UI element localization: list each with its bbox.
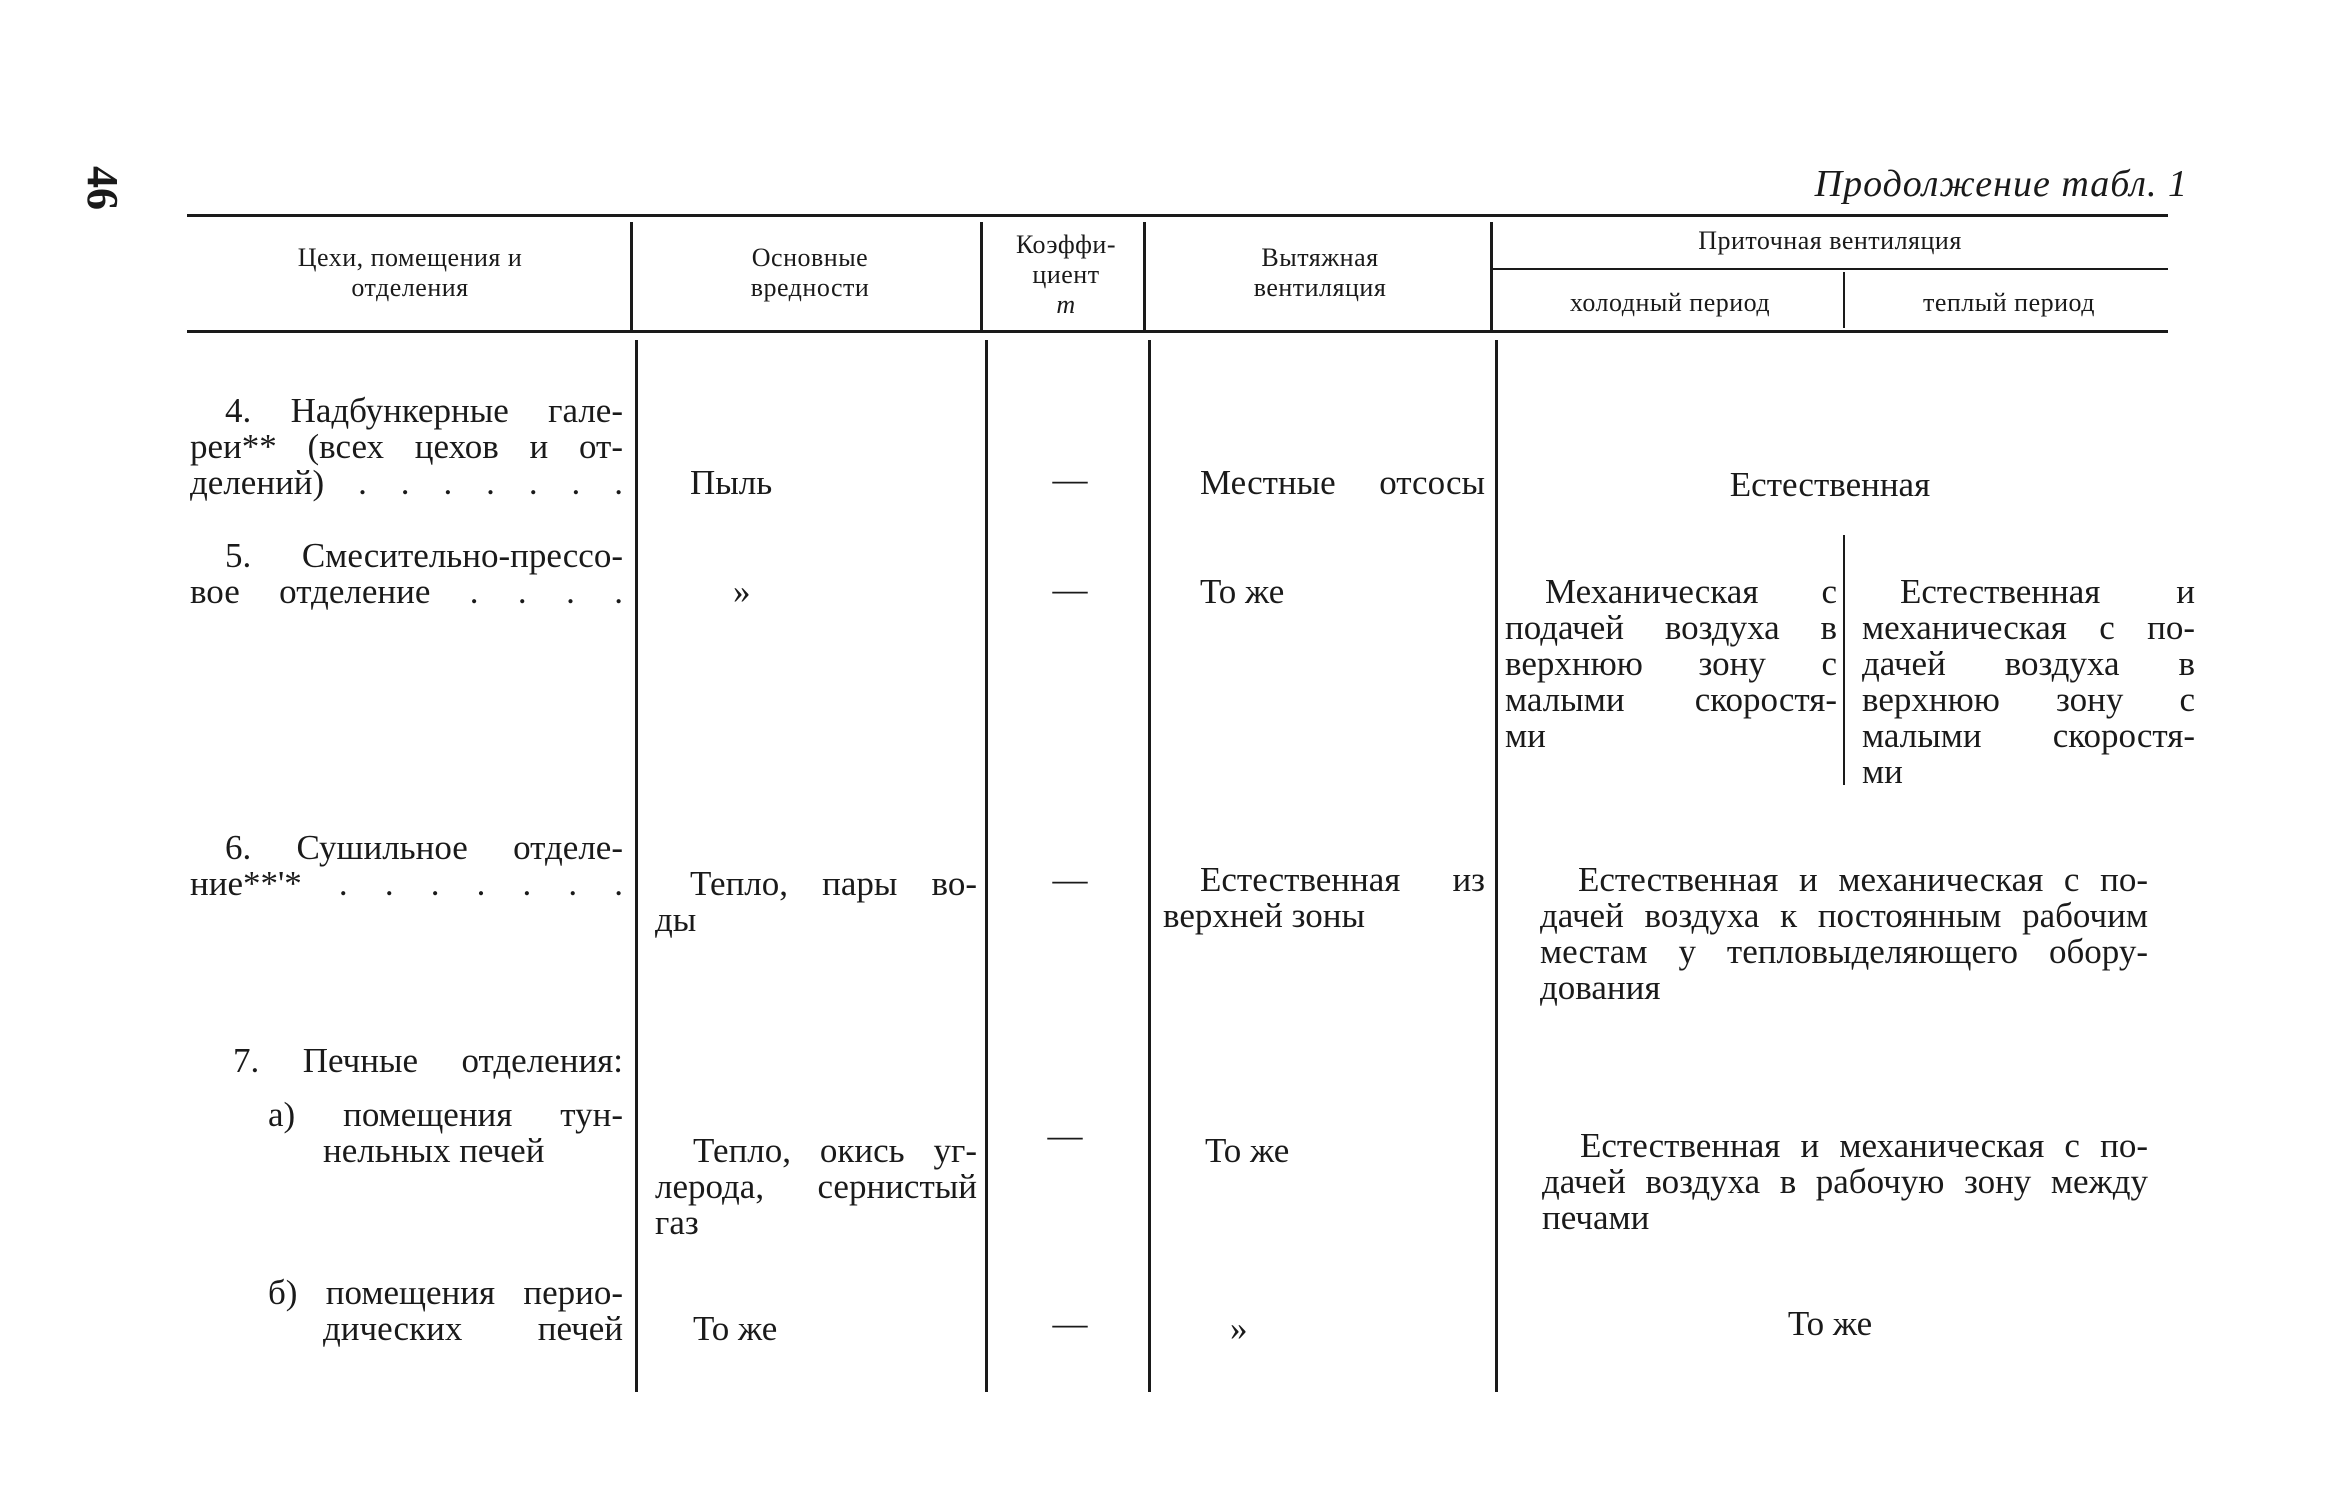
row5-warm-line5: малыми скоростя- (1862, 716, 2195, 755)
row7a-name-line1: а) помещения тун- (268, 1095, 623, 1134)
row5-warm-line4: верхнюю зону с (1862, 680, 2195, 719)
row6-hazard-line2: ды (655, 900, 697, 939)
header-col-hazards: Основные вредности (750, 243, 870, 302)
row5-cold-line5: ми (1505, 716, 1546, 755)
row4-name-line3: делений) . . . . . . . (190, 463, 623, 502)
row7b-hazard: То же (693, 1309, 778, 1348)
row7-name: 7. Печные отделения: (233, 1041, 623, 1080)
row5-cold-line3: верхнюю зону с (1505, 644, 1837, 683)
row4-hazard: Пыль (690, 463, 773, 502)
row4-name-line2: реи** (всех цехов и от- (190, 427, 623, 466)
body-divider-2 (985, 340, 988, 1392)
row6-coefficient: — (1052, 860, 1088, 899)
row7b-coefficient: — (1052, 1304, 1088, 1343)
header-col-coefficient-l2: циент (1032, 260, 1100, 289)
row6-supply-line1: Естественная и механическая с по- (1578, 860, 2148, 899)
header-col-supply-cold: холодный период (1569, 288, 1771, 317)
row7b-exhaust: » (1230, 1309, 1248, 1348)
table-continuation-caption: Продолжение табл. 1 (1814, 163, 2188, 205)
header-divider-4 (1490, 222, 1493, 330)
row5-hazard: » (733, 572, 751, 611)
row5-name-line2: вое отделение . . . . (190, 572, 623, 611)
row4-supply: Естественная (1729, 465, 1931, 504)
row5-warm-line3: дачей воздуха в (1862, 644, 2195, 683)
row5-warm-line2: механическая с по- (1862, 608, 2195, 647)
header-divider-1 (630, 222, 633, 330)
page-number: 46 (78, 166, 127, 210)
row7b-name-line2: дических печей (323, 1309, 623, 1348)
row7b-name-line1: б) помещения перио- (268, 1273, 623, 1312)
row5-cold-line1: Механическая с (1545, 572, 1837, 611)
header-col-coefficient-l3: m (1056, 290, 1076, 319)
row7a-hazard-line3: газ (655, 1203, 699, 1242)
row5-warm-line1: Естественная и (1900, 572, 2195, 611)
row6-name-line2: ние**'* . . . . . . . (190, 864, 623, 903)
header-divider-2 (980, 222, 983, 330)
header-col-coefficient-l1: Коэффи- (1016, 230, 1116, 259)
row6-supply-line4: дования (1540, 968, 1661, 1007)
body-divider-4 (1495, 340, 1498, 1392)
header-col-supply: Приточная вентиляция (1698, 226, 1962, 255)
supply-subheader-rule (1493, 268, 2168, 270)
row5-name-line1: 5. Смесительно-прессо- (225, 536, 623, 575)
row4-exhaust: Местные отсосы (1200, 463, 1485, 502)
row5-cold-line2: подачей воздуха в (1505, 608, 1837, 647)
table-top-rule (187, 214, 2168, 217)
row4-coefficient: — (1052, 460, 1088, 499)
row5-exhaust: То же (1200, 572, 1285, 611)
row6-exhaust-line2: верхней зоны (1163, 896, 1365, 935)
body-divider-1 (635, 340, 638, 1392)
header-bottom-rule (187, 330, 2168, 333)
row7a-supply-line1: Естественная и механическая с по- (1580, 1126, 2148, 1165)
row7a-hazard-line2: лерода, сернистый (655, 1167, 977, 1206)
row6-name-line1: 6. Сушильное отделе- (225, 828, 623, 867)
body-divider-3 (1148, 340, 1151, 1392)
row5-coefficient: — (1052, 570, 1088, 609)
row6-supply-line2: дачей воздуха к постоянным рабочим (1540, 896, 2148, 935)
row6-hazard-line1: Тепло, пары во- (690, 864, 977, 903)
header-col-supply-warm: теплый период (1922, 288, 2096, 317)
header-divider-5 (1843, 272, 1845, 328)
row6-supply-line3: местам у тепловыделяющего обору- (1540, 932, 2148, 971)
header-col-workshops: Цехи, помещения и отделения (297, 243, 523, 302)
body-divider-row5 (1843, 535, 1845, 785)
row7a-supply-line2: дачей воздуха в рабочую зону между (1542, 1162, 2148, 1201)
row7a-supply-line3: печами (1542, 1198, 1650, 1237)
row4-name-line1: 4. Надбункерные гале- (225, 391, 623, 430)
header-col-exhaust: Вытяжная вентиляция (1253, 243, 1387, 302)
header-divider-3 (1143, 222, 1146, 330)
row7b-supply: То же (1787, 1304, 1873, 1343)
row7a-exhaust: То же (1205, 1131, 1290, 1170)
row7a-hazard-line1: Тепло, окись уг- (693, 1131, 977, 1170)
row5-cold-line4: малыми скоростя- (1505, 680, 1837, 719)
row7a-name-line2: нельных печей (323, 1131, 545, 1170)
row5-warm-line6: ми (1862, 752, 1903, 791)
row6-exhaust-line1: Естественная из (1200, 860, 1485, 899)
row7a-coefficient: — (1047, 1116, 1083, 1155)
